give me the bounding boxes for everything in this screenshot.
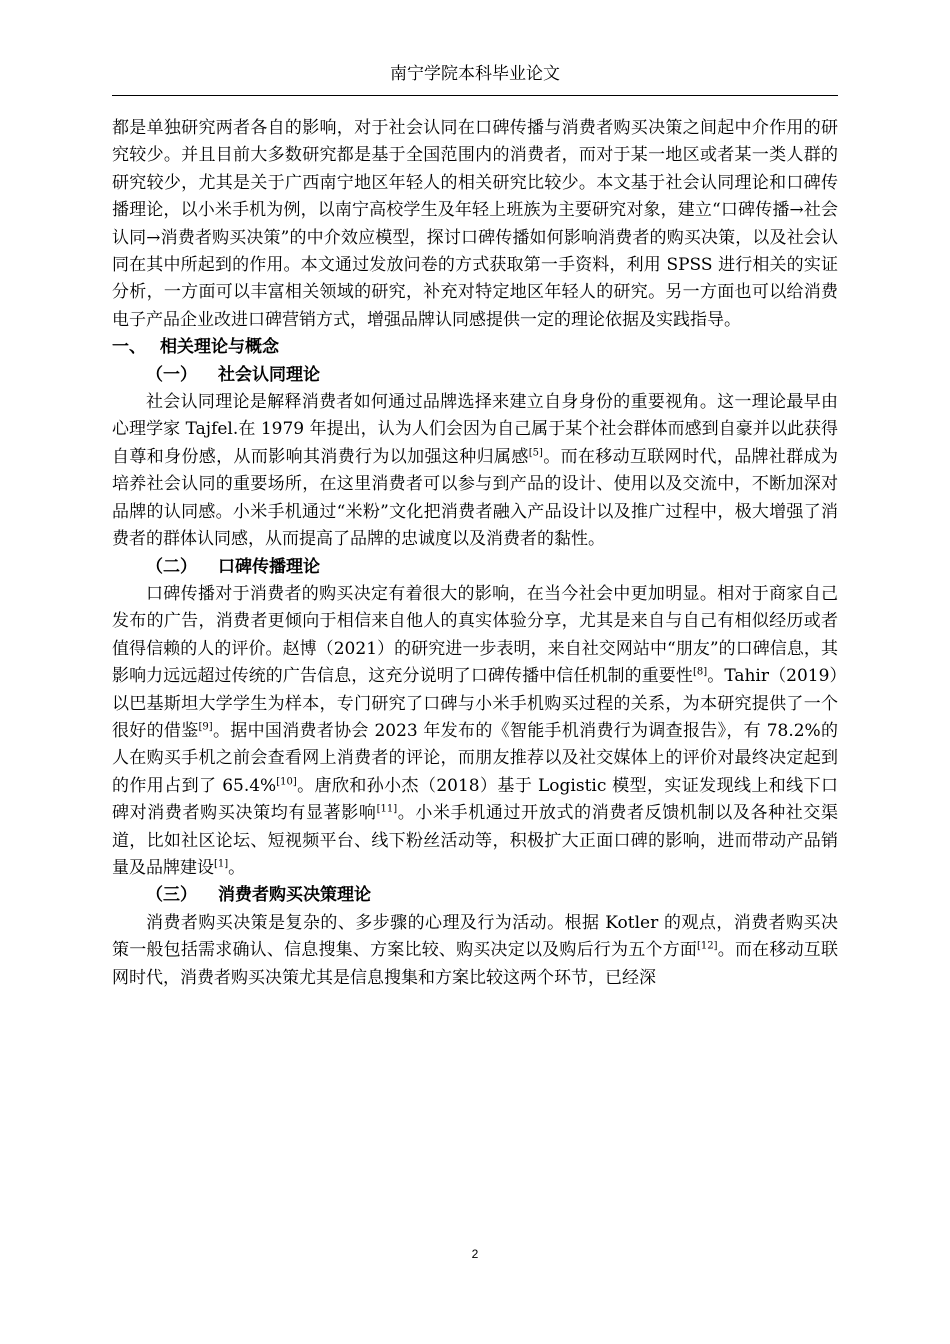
paragraph-text: 。小米手机通过开放式的消费者反馈机制以及各种社交渠道，比如社区论坛、短视频平台、线下粉丝活动等，积极扩大正面口碑的影响，进而带动产品销量及品牌建设 [112,803,839,878]
social-identity-paragraph [112,389,838,553]
paragraph-text: 。而在移动互联网时代，品牌社群成为培养社会认同的重要场所，在这里消费者可以参与到产品的设计、使用以及交流中，不断加深对品牌的认同感。小米手机通过“米粉”文化把消费者融入产品设计以及推广过程中，极大增强了消费者的群体认同感，从而提高了品牌的忠诚度以及消费者的黏性。 [112,446,839,550]
subsection-heading-3 [112,882,838,909]
subsection-heading-1 [112,362,838,389]
citation-ref: [10] [276,776,297,788]
subsection-heading-2 [112,554,838,581]
paragraph-text: 。Tahir（2019）以巴基斯坦大学学生为样本，专门研究了口碑与小米手机购买过程的关系，为本研究提供了一个很好的借鉴 [112,666,839,741]
page-header-title: 南宁学院本科毕业论文 [390,64,560,84]
subsection-number: （二） [146,556,197,577]
paragraph-text: 。唐欣和孙小杰（2018）基于 Logistic 模型，实证发现线上和线下口碑对消费者购买决策均有显著影响 [112,775,838,824]
paragraph-text: 。据中国消费者协会 2023 年发布的《智能手机消费行为调查报告》，有 78.2%的人在购买手机之前会查看网上消费者的评论，而朋友推荐以及社交媒体上的评价对最终决定起到的作用占到了 65.4% [112,720,839,796]
citation-ref: [1] [214,858,229,870]
subsection-number: （一） [146,364,197,385]
body-content [112,115,838,992]
section-title: 相关理论与概念 [160,337,279,358]
header-divider [112,95,838,96]
citation-ref: [8] [692,666,708,678]
citation-ref: [11] [376,803,398,815]
subsection-number: （三） [146,885,197,906]
paragraph-text: 。而在移动互联网时代，消费者购买决策尤其是信息搜集和方案比较这两个环节，已经深 [112,940,839,988]
paragraph-text: 。 [228,857,246,878]
citation-ref: [5] [528,447,543,459]
citation-ref: [12] [697,940,718,952]
word-of-mouth-paragraph [112,581,838,882]
subsection-title: 社会认同理论 [218,364,320,385]
page-number: 2 [471,1247,479,1261]
citation-ref: [9] [198,721,213,733]
section-number: 一、 [112,337,146,358]
intro-paragraph: 都是单独研究两者各自的影响，对于社会认同在口碑传播与消费者购买决策之间起中介作用的研究较少。并且目前大多数研究都是基于全国范围内的消费者，而对于某一地区或者某一类人群的研究较少，尤其是关于广西南宁地区年轻人的相关研究比较少。本文基于社会认同理论和口碑传播理论，以小米手机为例，以南宁高校学生及年轻上班族为主要研究对象，建立“口碑传播→社会认同→消费者购买决策”的中介效应模型，探讨口碑传播如何影响消费者的购买决策，以及社会认同在其中所起到的作用。本文通过发放问卷的方式获取第一手资料，利用 SPSS 进行相关的实证分析，一方面可以丰富相关领域的研究，补充对特定地区年轻人的研究。另一方面也可以给消费电子产品企业改进口碑营销方式，增强品牌认同感提供一定的理论依据及实践指导。 [112,118,838,330]
paragraph-text: 社会认同理论是解释消费者如何通过品牌选择来建立自身身份的重要视角。这一理论最早由心理学家 Tajfel.在 1979 年提出，认为人们会因为自己属于某个社会群体而感到自豪并以此获得自尊和身份感，从而影响其消费行为以加强这种归属感 [112,392,838,467]
subsection-title: 口碑传播理论 [218,556,320,577]
paragraph-text: 口碑传播对于消费者的购买决定有着很大的影响，在当今社会中更加明显。相对于商家自己发布的广告，消费者更倾向于相信来自他人的真实体验分享，尤其是来自与自己有相似经历或者值得信赖的人的评价。赵博（2021）的研究进一步表明，来自社交网站中“朋友”的口碑信息，其影响力远远超过传统的广告信息，这充分说明了口碑传播中信任机制的重要性 [112,583,838,687]
paragraph-text: 消费者购买决策是复杂的、多步骤的心理及行为活动。根据 Kotler 的观点，消费者购买决策一般包括需求确认、信息搜集、方案比较、购买决定以及购后行为五个方面 [112,912,838,961]
subsection-title: 消费者购买决策理论 [218,885,371,906]
section-heading-1 [112,334,838,361]
purchase-decision-paragraph [112,910,838,992]
